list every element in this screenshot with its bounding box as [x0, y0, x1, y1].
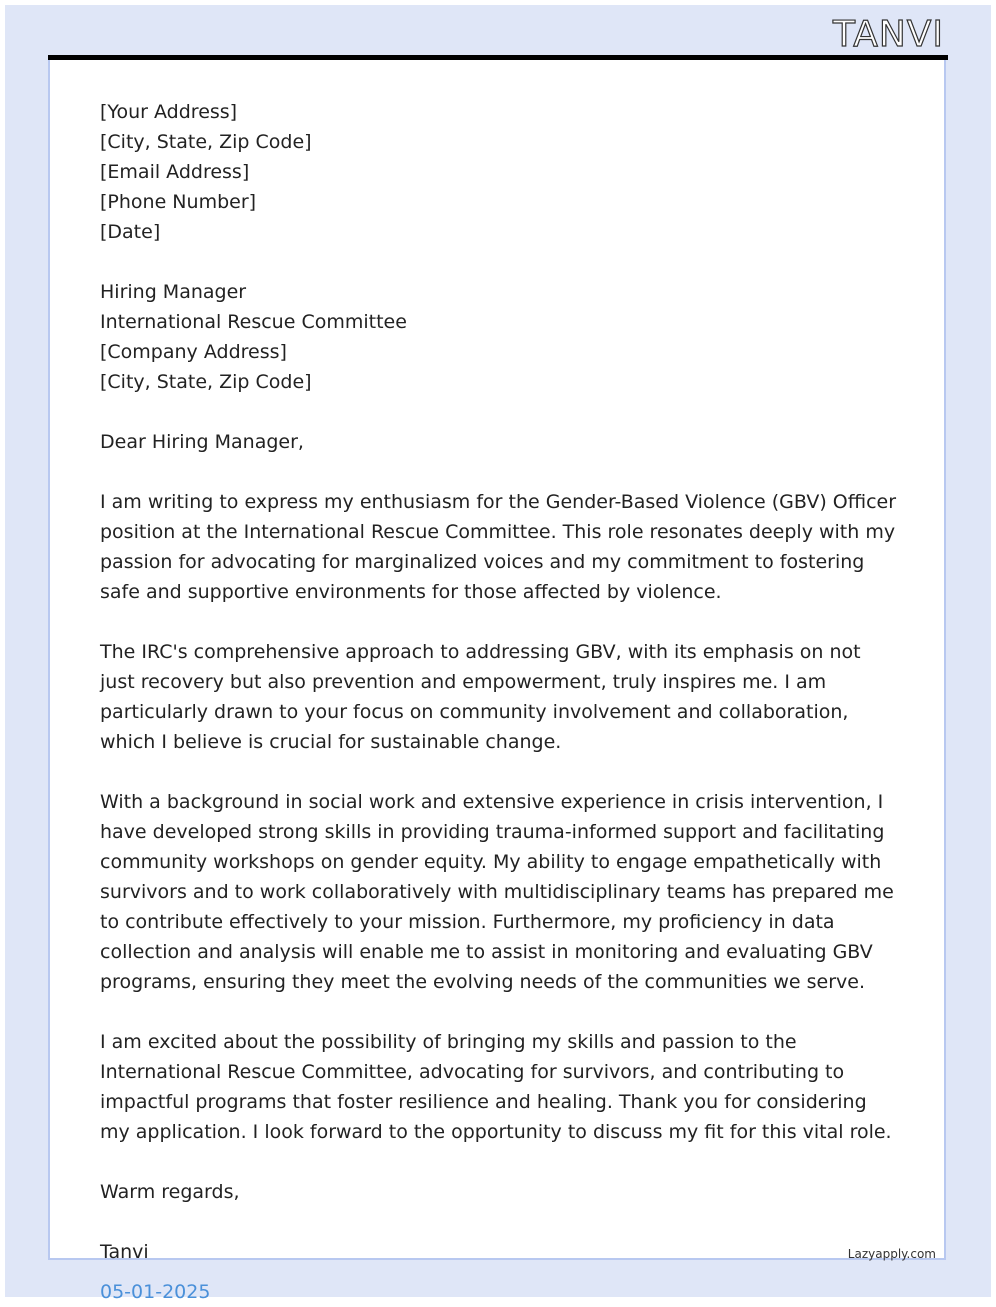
- sender-block: [100, 97, 900, 247]
- sender-city: [City, State, Zip Code]: [100, 131, 312, 153]
- sender-address: [Your Address]: [100, 101, 238, 123]
- closing: Warm regards,: [100, 1181, 240, 1203]
- recipient-block: [100, 277, 900, 397]
- signature-name: Tanvi: [100, 1241, 149, 1263]
- recipient-company: International Rescue Committee: [100, 311, 407, 333]
- salutation: Dear Hiring Manager,: [100, 431, 304, 453]
- signed-date: 05-01-2025: [100, 1281, 211, 1303]
- body-paragraph-1: I am writing to express my enthusiasm for the Gender-Based Violence (GBV) Officer position at the International Rescue Committee. This role resonates deeply with my passion for advocating for marginalized voices and my commitment to fostering safe and supportive environments for those affected by violence.: [100, 491, 897, 603]
- body-paragraph-4: I am excited about the possibility of bringing my skills and passion to the International Rescue Committee, advocating for survivors, and contributing to impactful programs that foster resilience and healing. Thank you for considering my application. I look forward to the opportunity to discuss my fit for this vital role.: [100, 1031, 892, 1143]
- letter-content: [100, 97, 900, 1307]
- body-paragraph-2: The IRC's comprehensive approach to addressing GBV, with its emphasis on not just recovery but also prevention and empowerment, truly inspires me. I am particularly drawn to your focus on community involvement and collaboration, which I believe is crucial for sustainable change.: [100, 641, 861, 753]
- sender-date: [Date]: [100, 221, 161, 243]
- brand-name: TANVI: [833, 14, 944, 55]
- recipient-title: Hiring Manager: [100, 281, 247, 303]
- body-paragraph-3: With a background in social work and extensive experience in crisis intervention, I have developed strong skills in providing trauma-informed support and facilitating community workshops on gender equity. My ability to engage empathetically with survivors and to work collaboratively with multidisciplinary teams has prepared me to contribute effectively to your mission. Furthermore, my proficiency in data collection and analysis will enable me to assist in monitoring and evaluating GBV programs, ensuring they meet the evolving needs of the communities we serve.: [100, 791, 894, 993]
- watermark: Lazyapply.com: [847, 1247, 936, 1261]
- sender-email: [Email Address]: [100, 161, 250, 183]
- recipient-city: [City, State, Zip Code]: [100, 371, 312, 393]
- sender-phone: [Phone Number]: [100, 191, 257, 213]
- closing-block: [100, 1177, 900, 1307]
- header-bar: [48, 55, 948, 60]
- recipient-address: [Company Address]: [100, 341, 287, 363]
